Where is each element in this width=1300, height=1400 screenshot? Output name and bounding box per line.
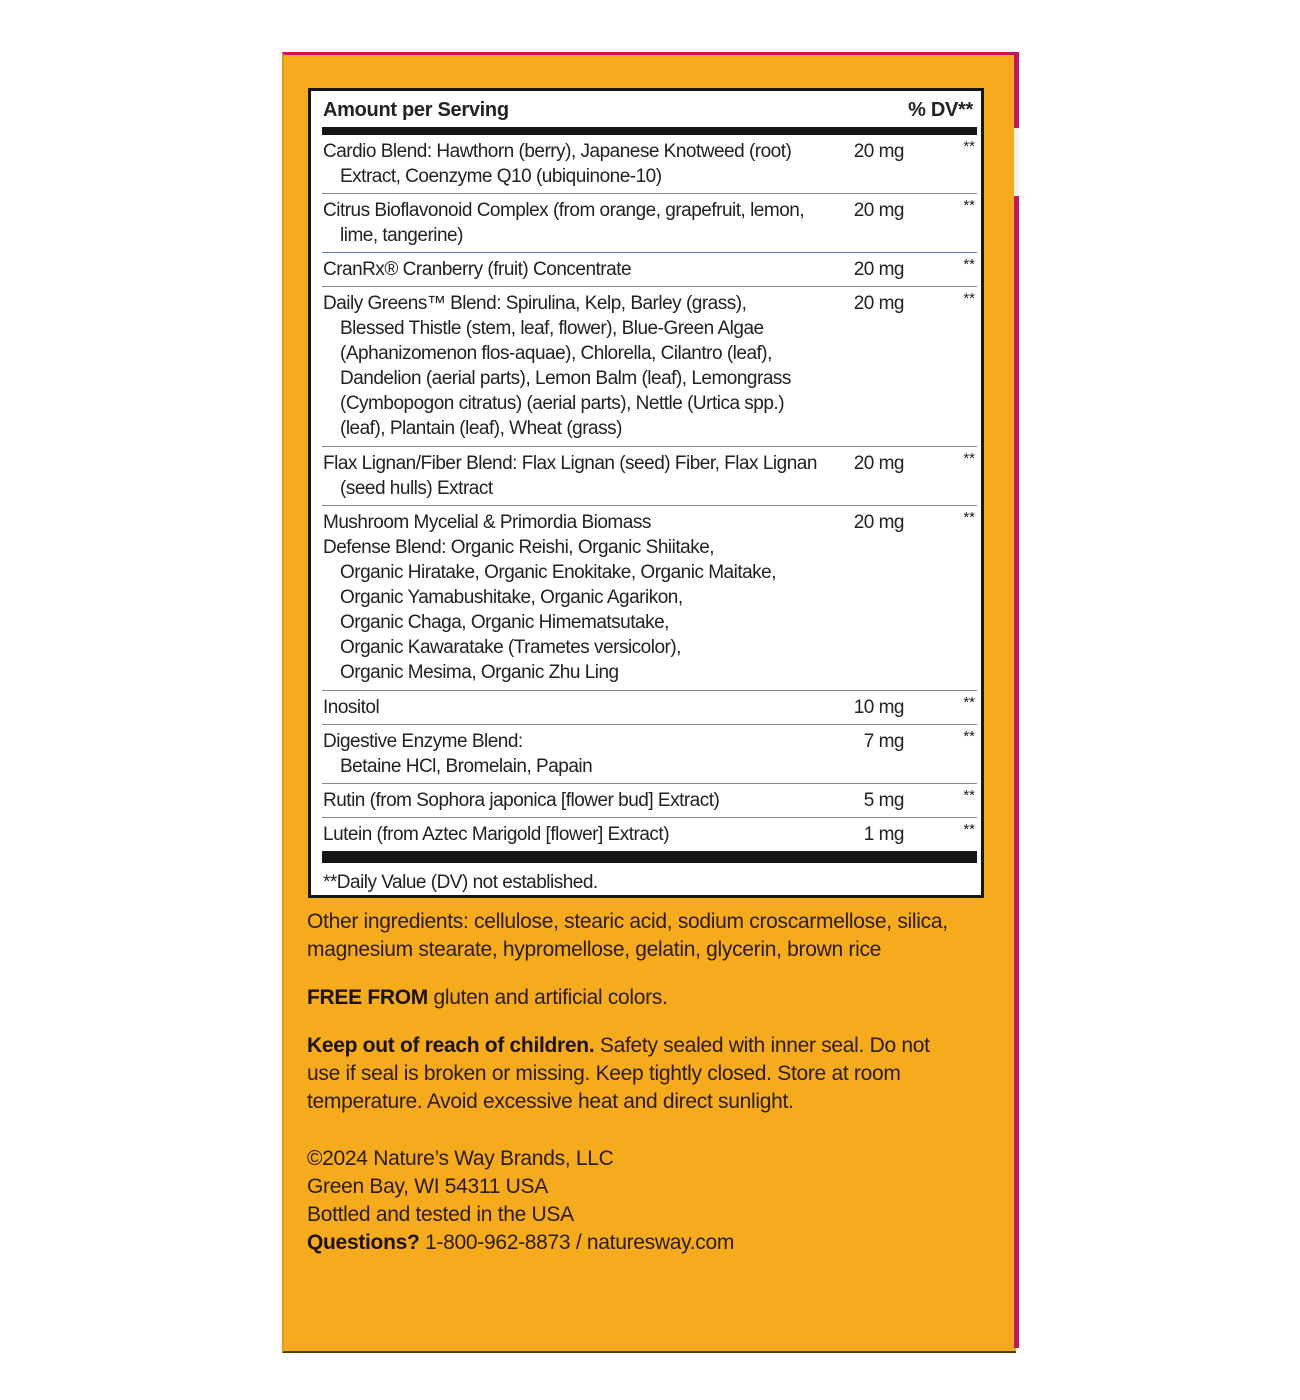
facts-row-daily-greens bbox=[322, 287, 977, 447]
bottled-statement: Bottled and tested in the USA bbox=[307, 1203, 574, 1226]
thick-divider-bottom bbox=[322, 851, 977, 863]
ingredient-amount: 5 mg bbox=[863, 790, 904, 811]
ingredient-dv: ** bbox=[963, 290, 975, 307]
ingredient-name bbox=[322, 691, 823, 720]
company-address: Green Bay, WI 54311 USA bbox=[307, 1175, 548, 1198]
ingredient-dv: ** bbox=[963, 256, 975, 273]
ingredient-line: Flax Lignan/Fiber Blend: Flax Lignan (seed) Fiber, Flax Lignan bbox=[323, 453, 817, 474]
ingredient-line: Organic Chaga, Organic Himematsutake, bbox=[340, 612, 669, 633]
ingredient-line: Betaine HCl, Bromelain, Papain bbox=[340, 756, 593, 777]
ingredient-amount: 20 mg bbox=[853, 293, 904, 314]
package-edge-highlight bbox=[1014, 128, 1019, 196]
thick-divider-top bbox=[322, 127, 977, 135]
questions-label: Questions? bbox=[307, 1231, 420, 1254]
ingredient-amount: 20 mg bbox=[853, 259, 904, 280]
free-from-text: gluten and artificial colors. bbox=[427, 986, 668, 1009]
ingredient-amount: 1 mg bbox=[863, 824, 904, 845]
daily-value-footnote: **Daily Value (DV) not established. bbox=[323, 872, 598, 893]
ingredient-amount: 20 mg bbox=[853, 200, 904, 221]
ingredient-line: Lutein (from Aztec Marigold [flower] Extract) bbox=[323, 824, 670, 845]
ingredient-dv: ** bbox=[963, 450, 975, 467]
facts-row-rutin bbox=[322, 784, 977, 818]
facts-row-mushroom-blend bbox=[322, 506, 977, 691]
copyright: ©2024 Nature’s Way Brands, LLC bbox=[307, 1147, 614, 1170]
ingredient-dv: ** bbox=[963, 821, 975, 838]
supplement-facts-table bbox=[308, 88, 984, 898]
ingredient-name bbox=[322, 135, 823, 189]
ingredient-name bbox=[322, 287, 823, 441]
ingredient-amount: 20 mg bbox=[853, 453, 904, 474]
ingredient-line: (leaf), Plantain (leaf), Wheat (grass) bbox=[340, 418, 622, 439]
facts-row-cardio-blend bbox=[322, 135, 977, 194]
ingredient-line: Organic Kawaratake (Trametes versicolor), bbox=[340, 637, 681, 658]
ingredient-name bbox=[322, 506, 823, 685]
ingredient-line: Daily Greens™ Blend: Spirulina, Kelp, Barley (grass), bbox=[323, 293, 747, 314]
free-from-label: FREE FROM bbox=[307, 986, 428, 1009]
warning-label: Keep out of reach of children. bbox=[307, 1034, 595, 1057]
ingredient-line: Citrus Bioflavonoid Complex (from orange, grapefruit, lemon, bbox=[323, 200, 805, 221]
ingredient-dv: ** bbox=[963, 728, 975, 745]
warning-statement bbox=[307, 1032, 987, 1116]
facts-row-lutein bbox=[322, 818, 977, 852]
warning-text: temperature. Avoid excessive heat and direct sunlight. bbox=[307, 1090, 794, 1113]
ingredient-line: Digestive Enzyme Blend: bbox=[323, 731, 523, 752]
ingredient-line: Dandelion (aerial parts), Lemon Balm (leaf), Lemongrass bbox=[340, 368, 791, 389]
ingredient-line: (seed hulls) Extract bbox=[340, 478, 493, 499]
ingredient-line: lime, tangerine) bbox=[340, 225, 463, 246]
warning-text: Safety sealed with inner seal. Do not bbox=[594, 1034, 930, 1057]
ingredient-name bbox=[322, 253, 823, 282]
ingredient-amount: 20 mg bbox=[853, 512, 904, 533]
facts-row-flax-lignan bbox=[322, 447, 977, 506]
ingredient-name bbox=[322, 194, 823, 248]
ingredient-line: Rutin (from Sophora japonica [flower bud] Extract) bbox=[323, 790, 720, 811]
ingredient-dv: ** bbox=[963, 787, 975, 804]
facts-row-citrus-bioflavonoid bbox=[322, 194, 977, 253]
facts-row-cranrx bbox=[322, 253, 977, 287]
ingredient-line: Organic Mesima, Organic Zhu Ling bbox=[340, 662, 619, 683]
ingredient-line: (Aphanizomenon flos-aquae), Chlorella, Cilantro (leaf), bbox=[340, 343, 772, 364]
ingredient-line: CranRx® Cranberry (fruit) Concentrate bbox=[323, 259, 632, 280]
ingredient-amount: 7 mg bbox=[863, 731, 904, 752]
ingredient-name bbox=[322, 447, 823, 501]
ingredient-line: Inositol bbox=[323, 697, 380, 718]
warning-text: use if seal is broken or missing. Keep tightly closed. Store at room bbox=[307, 1062, 901, 1085]
ingredient-line: Organic Hiratake, Organic Enokitake, Organic Maitake, bbox=[340, 562, 777, 583]
facts-row-inositol bbox=[322, 691, 977, 725]
daily-value-heading: % DV** bbox=[908, 99, 973, 121]
ingredient-name bbox=[322, 725, 823, 779]
ingredient-line: Mushroom Mycelial & Primordia Biomass bbox=[323, 512, 651, 533]
contact-info: 1-800-962-8873 / naturesway.com bbox=[419, 1231, 735, 1254]
other-ingredients-line: magnesium stearate, hypromellose, gelatin, glycerin, brown rice bbox=[307, 938, 882, 961]
ingredient-amount: 10 mg bbox=[853, 697, 904, 718]
company-info bbox=[307, 1145, 987, 1257]
facts-rows bbox=[322, 135, 977, 852]
package-edge bbox=[1014, 52, 1019, 1348]
ingredient-line: Blessed Thistle (stem, leaf, flower), Blue-Green Algae bbox=[340, 318, 764, 339]
amount-per-serving-heading: Amount per Serving bbox=[323, 99, 509, 121]
ingredient-dv: ** bbox=[963, 197, 975, 214]
other-ingredients-line: Other ingredients: cellulose, stearic acid, sodium croscarmellose, silica, bbox=[307, 910, 948, 933]
ingredient-name bbox=[322, 784, 823, 813]
facts-row-digestive-enzyme bbox=[322, 725, 977, 784]
facts-header bbox=[323, 95, 973, 125]
other-ingredients bbox=[307, 908, 987, 964]
ingredient-dv: ** bbox=[963, 509, 975, 526]
ingredient-line: Organic Yamabushitake, Organic Agarikon, bbox=[340, 587, 683, 608]
ingredient-line: (Cymbopogon citratus) (aerial parts), Nettle (Urtica spp.) bbox=[340, 393, 785, 414]
free-from-statement bbox=[307, 984, 987, 1012]
ingredient-line: Defense Blend: Organic Reishi, Organic Shiitake, bbox=[323, 537, 715, 558]
ingredient-dv: ** bbox=[963, 694, 975, 711]
ingredient-line: Cardio Blend: Hawthorn (berry), Japanese Knotweed (root) bbox=[323, 141, 792, 162]
ingredient-line: Extract, Coenzyme Q10 (ubiquinone-10) bbox=[340, 166, 662, 187]
ingredient-amount: 20 mg bbox=[853, 141, 904, 162]
ingredient-name bbox=[322, 818, 823, 847]
ingredient-dv: ** bbox=[963, 138, 975, 155]
